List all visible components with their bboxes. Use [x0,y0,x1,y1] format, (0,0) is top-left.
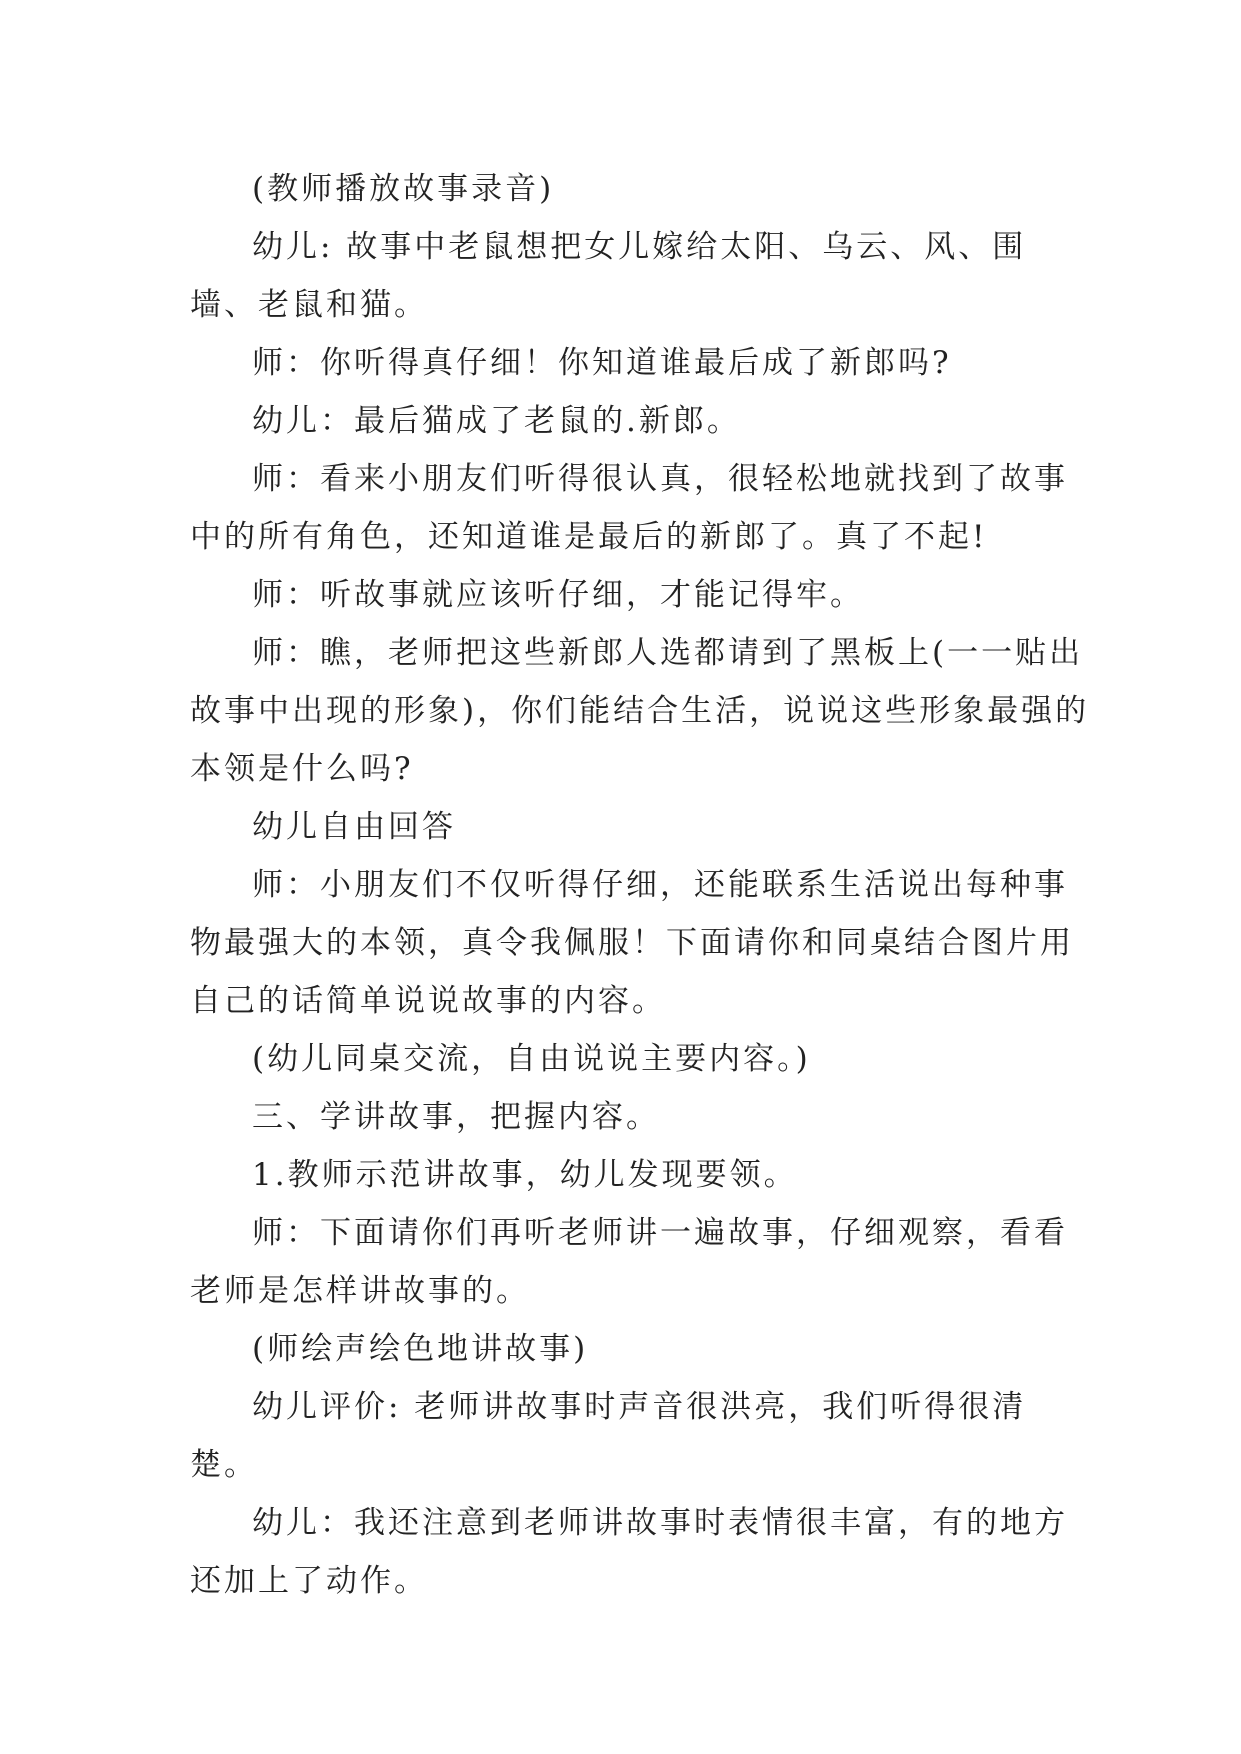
subsection-heading: 1.教师示范讲故事，幼儿发现要领。 [252,1157,798,1193]
paragraph: 幼儿：最后猫成了老鼠的.新郎。 [252,403,741,439]
paragraph: 师：下面请你们再听老师讲一遍故事，仔细观察，看看老师是怎样讲故事的。 [190,1215,1068,1309]
paragraph: 幼儿：我还注意到老师讲故事时表情很丰富，有的地方还加上了动作。 [190,1505,1068,1599]
paragraph: (教师播放故事录音) [252,171,555,207]
document-body [190,160,1090,1610]
paragraph: 幼儿自由回答 [252,809,456,845]
paragraph: (幼儿同桌交流，自由说说主要内容。) [252,1041,811,1077]
paragraph: 师：小朋友们不仅听得仔细，还能联系生活说出每种事物最强大的本领，真令我佩服！下面请你和同桌结合图片用自己的话简单说说故事的内容。 [190,867,1074,1019]
paragraph: 师：听故事就应该听仔细，才能记得牢。 [252,577,864,613]
paragraph: 幼儿: 故事中老鼠想把女儿嫁给太阳、乌云、风、围墙、老鼠和猫。 [190,229,1027,323]
section-heading: 三、学讲故事，把握内容。 [252,1099,660,1135]
paragraph: 师：看来小朋友们听得很认真，很轻松地就找到了故事中的所有角色，还知道谁是最后的新郎了。真了不起! [190,461,1068,555]
paragraph: 幼儿评价: 老师讲故事时声音很洪亮，我们听得很清楚。 [190,1389,1027,1483]
paragraph: 师：瞧，老师把这些新郎人选都请到了黑板上(一一贴出故事中出现的形象)，你们能结合生活，说说这些形象最强的本领是什么吗? [190,635,1090,787]
paragraph: (师绘声绘色地讲故事) [252,1331,589,1367]
paragraph: 师：你听得真仔细！你知道谁最后成了新郎吗? [252,345,952,381]
